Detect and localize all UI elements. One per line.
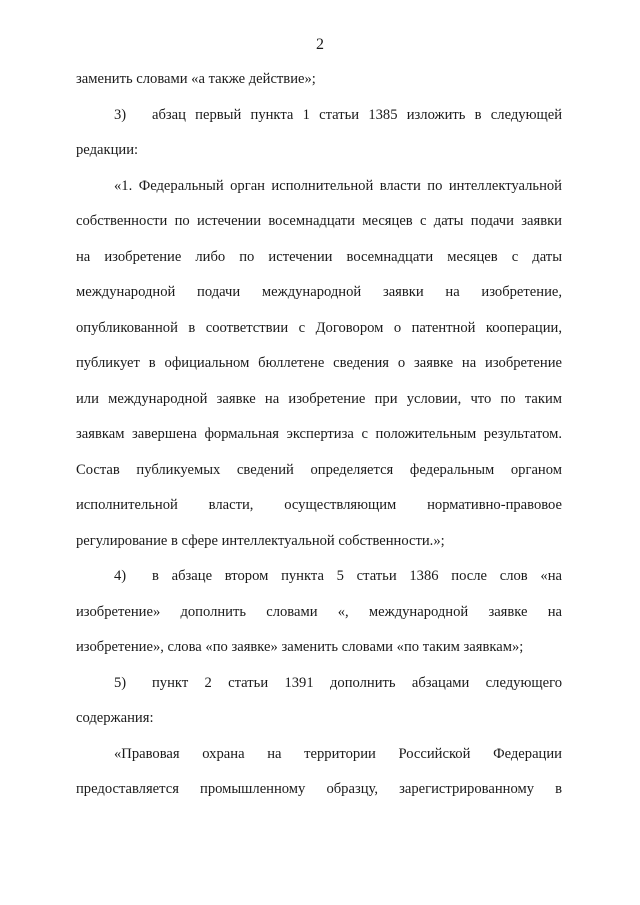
list-item-5 [76,666,562,702]
text-line: содержания: [76,710,154,726]
page-number: 2 [316,36,324,53]
text-line: опубликованной в соответствии с Договором о патентной кооперации, [76,319,562,336]
item-number: 4) [114,568,127,584]
text-line: публикует в официальном бюллетене сведения о заявке на изобретение [76,355,562,371]
list-item-4 [76,559,562,595]
text-line: международной подачи международной заявки на изобретение, [76,284,562,300]
text-line: в абзаце втором пункта 5 статьи 1386 после слов «на [152,568,562,584]
text-line: «Правовая охрана на территории Российской Федерации [114,745,562,762]
text-line: изобретение», слова «по заявке» заменить словами «по таким заявкам»; [76,639,524,655]
text-line: или международной заявке на изобретение при условии, что по таким [76,390,562,407]
item-number: 5) [114,674,127,691]
text-line: заменить словами «а также действие»; [76,71,316,87]
text-line: исполнительной власти, осуществляющим нормативно-правовое [76,497,562,513]
text-line: изобретение» дополнить словами «, международной заявке на [76,603,562,620]
text-line: редакции: [76,142,139,158]
text-line: «1. Федеральный орган исполнительной власти по интеллектуальной [114,177,562,194]
text-line: собственности по истечении восемнадцати месяцев с даты подачи заявки [76,213,562,229]
list-item-3 [76,98,562,134]
text-line: абзац первый пункта 1 статьи 1385 изложить в следующей [152,106,562,123]
text-line: Состав публикуемых сведений определяется федеральным органом [76,461,562,478]
item-number: 3) [114,106,127,123]
text-line: предоставляется промышленному образцу, зарегистрированному в [76,781,562,797]
text-line: регулирование в сфере интеллектуальной собственности.»; [76,532,445,549]
text-line: на изобретение либо по истечении восемнадцати месяцев с даты [76,248,562,265]
text-line: пункт 2 статьи 1391 дополнить абзацами следующего [152,674,562,691]
text-line: заявкам завершена формальная экспертиза с положительным результатом. [76,426,562,442]
document-body [76,62,562,808]
